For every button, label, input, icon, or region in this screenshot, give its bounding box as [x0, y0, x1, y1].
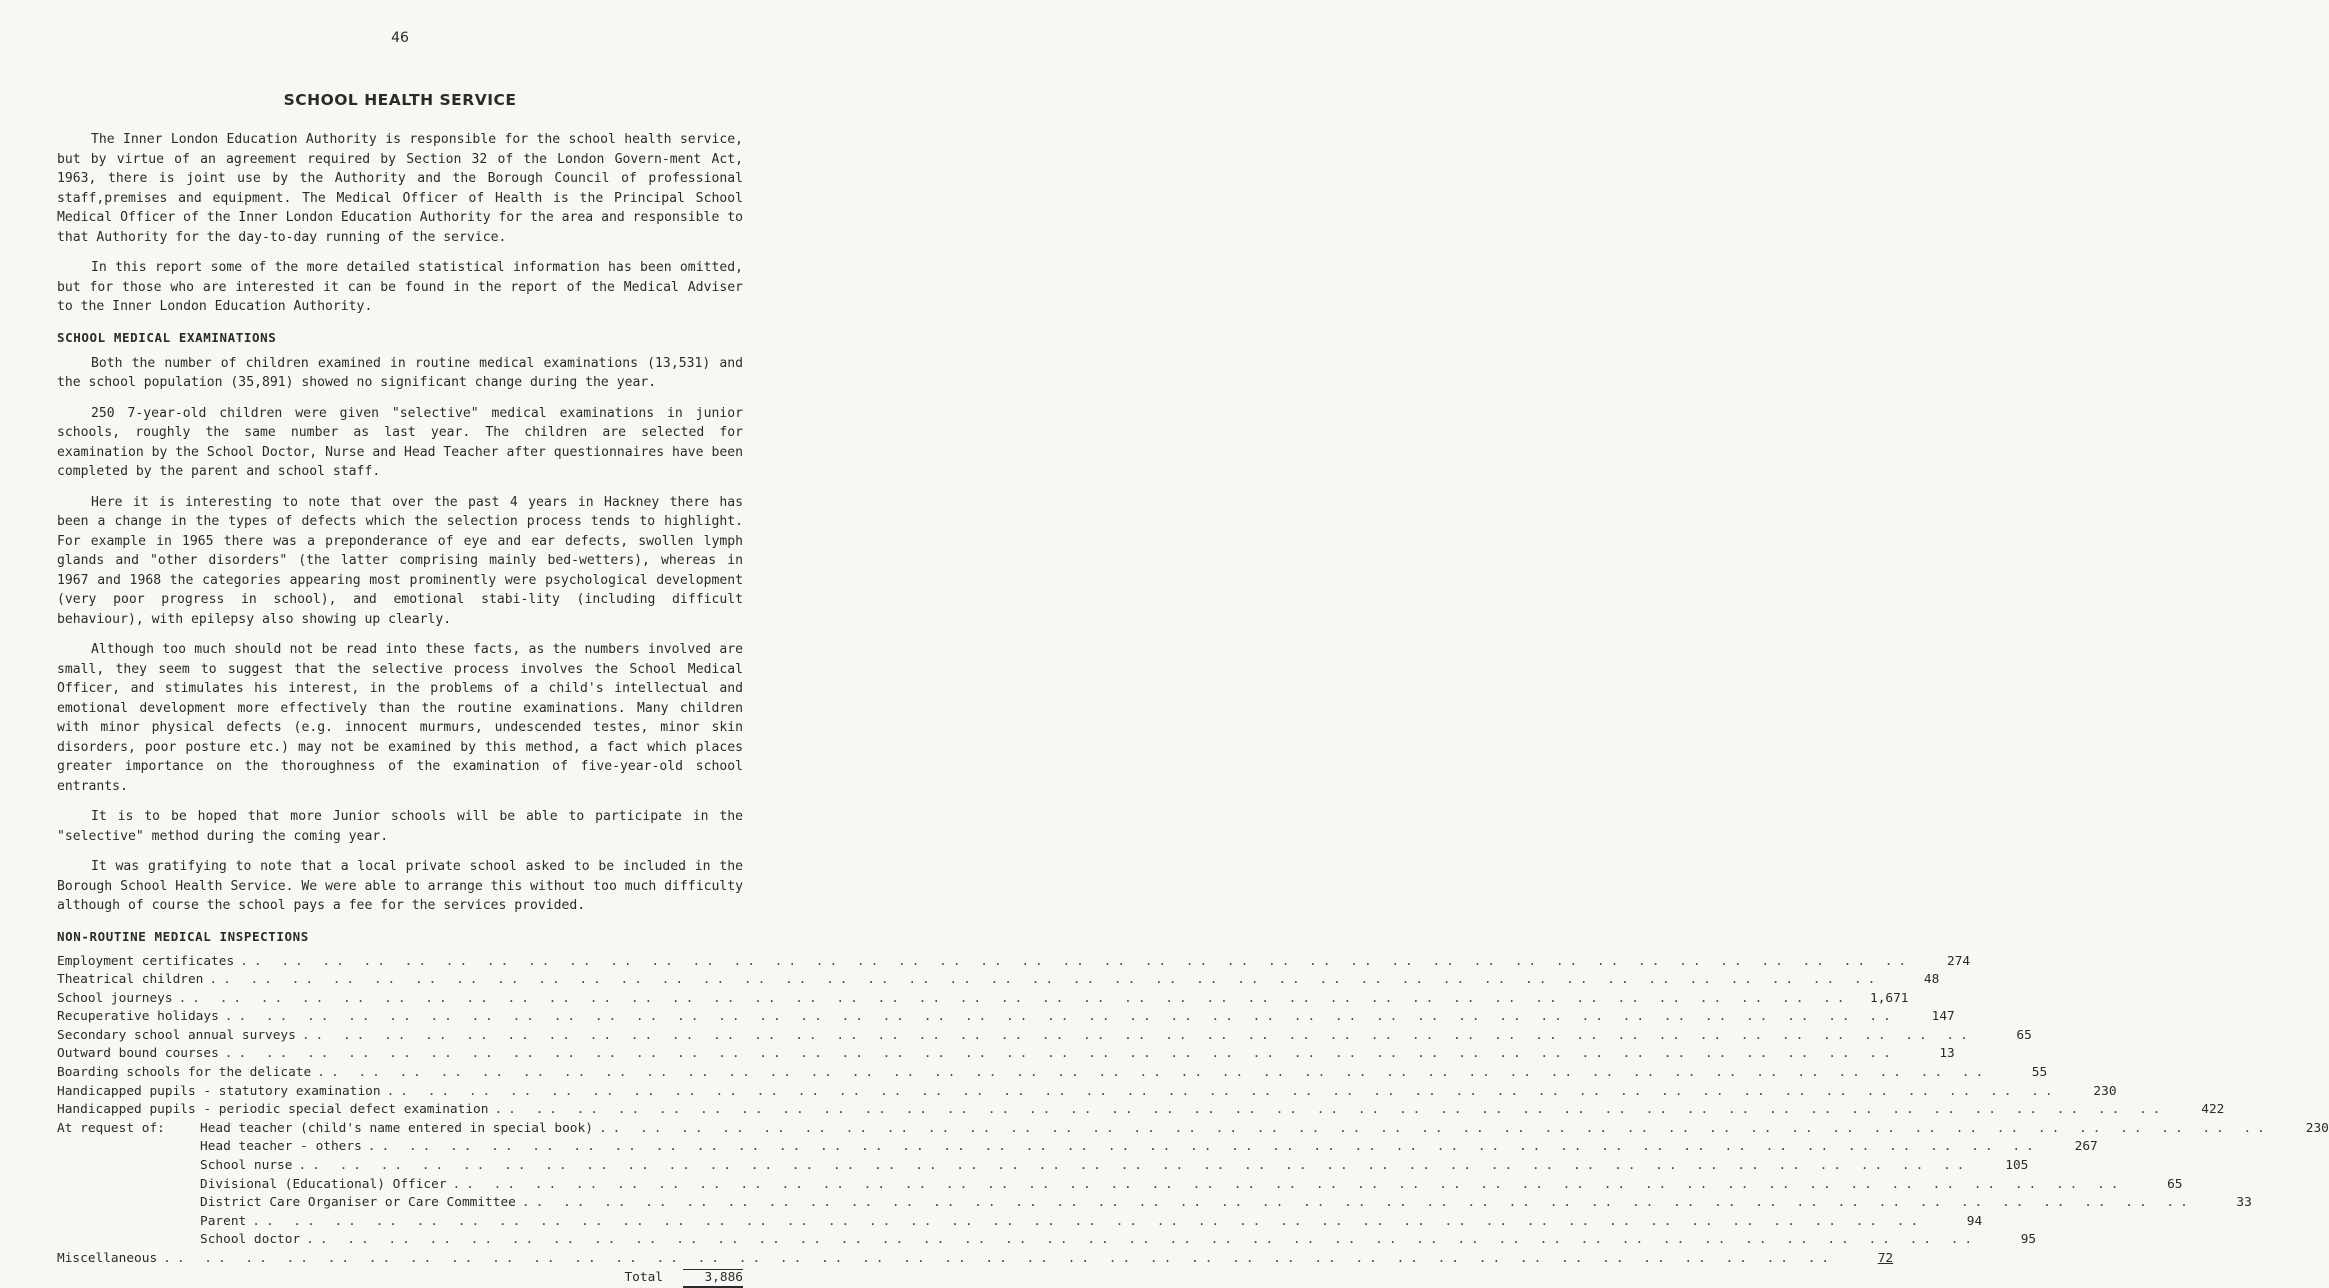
intro-paragraph-1: The Inner London Education Authority is responsible for the school health service, but by virtue of an agreement required by Section 32 of the London Govern-ment Act, 1963, there is joint use by the Authority and the Borough Council of professional staff,premises and equipment. The Medical Officer of Health is the Principal School Medical Officer of the Inner London Education Authority for the area and responsible to that Authority for the day-to-day running of the service. — [57, 132, 743, 245]
row-label: Recuperative holidays — [57, 1009, 219, 1025]
exam-paragraph-2: 250 7-year-old children were given "selective" medical examinations in junior schools, roughly the same number as last year. The children are selected for examination by the School Doctor, Nurse and Head Teacher after questionnaires have been completed by the parent and school staff. — [57, 405, 743, 479]
row-label: Outward bound courses — [57, 1046, 219, 1062]
dot-leader: .. .. .. .. .. .. .. .. .. .. .. .. .. .. .. .. .. .. .. .. .. .. .. .. .. .. .. .. .. .. .. .. .. .. .. .. .. .. .. .. .. — [521, 1195, 2194, 1211]
total-value: 3,886 — [683, 1269, 743, 1288]
table-row — [57, 1231, 2037, 1250]
row-value: 33 — [2236, 1195, 2252, 1211]
table-row — [57, 971, 1940, 990]
dot-leader: .. .. .. .. .. .. .. .. .. .. .. .. .. .. .. .. .. .. .. .. .. .. .. .. .. .. .. .. .. .. .. .. .. .. .. .. .. .. .. .. .. — [240, 953, 1913, 969]
table-row — [57, 1120, 2329, 1139]
table-row — [57, 1194, 2252, 1213]
exam-paragraph-4: Although too much should not be read into these facts, as the numbers involved are small, they seem to suggest that the selective process involves the School Medical Officer, and stimulates his interest, in the problems of a child's intellectual and emotional development more effectively than the routine examinations. Many children with minor physical defects (e.g. innocent murmurs, undescended testes, minor skin disorders, poor posture etc.) may not be examined by this method, a fact which places greater importance on the thoroughness of the examination of five-year-old school entrants. — [57, 642, 743, 794]
row-value: 72 — [1877, 1251, 1894, 1266]
exam-paragraph-6: It was gratifying to note that a local private school asked to be included in the Borough School Health Service. We were able to arrange this without too much difficulty although of course the school pays a fee for the services provided. — [57, 859, 743, 913]
row-value: 48 — [1923, 972, 1940, 988]
exam-paragraph-1: Both the number of children examined in routine medical examinations (13,531) and the school population (35,891) showed no significant change during the year. — [57, 355, 743, 390]
row-label: Head teacher - others — [200, 1139, 362, 1155]
dot-leader: .. .. .. .. .. .. .. .. .. .. .. .. .. .. .. .. .. .. .. .. .. .. .. .. .. .. .. .. .. .. .. .. .. .. .. .. .. .. .. .. .. — [298, 1158, 1971, 1174]
row-value: 94 — [1966, 1213, 1983, 1229]
row-label: Divisional (Educational) Officer — [200, 1176, 447, 1192]
dot-leader: .. .. .. .. .. .. .. .. .. .. .. .. .. .. .. .. .. .. .. .. .. .. .. .. .. .. .. .. .. .. .. .. .. .. .. .. .. .. .. .. .. — [301, 1027, 1974, 1043]
table-row — [57, 1101, 2225, 1120]
table-row — [57, 1176, 2183, 1195]
row-label: School journeys — [57, 990, 173, 1006]
row-value: 1,671 — [1869, 990, 1909, 1006]
dot-leader: .. .. .. .. .. .. .. .. .. .. .. .. .. .. .. .. .. .. .. .. .. .. .. .. .. .. .. .. .. .. .. .. .. .. .. .. .. .. .. .. .. — [367, 1139, 2040, 1155]
row-value: 147 — [1931, 1009, 1955, 1025]
dot-leader: .. .. .. .. .. .. .. .. .. .. .. .. .. .. .. .. .. .. .. .. .. .. .. .. .. .. .. .. .. .. .. .. .. .. .. .. .. .. .. .. .. — [209, 972, 1882, 988]
row-label: Handicapped pupils - periodic special defect examination — [57, 1102, 489, 1118]
dot-leader: .. .. .. .. .. .. .. .. .. .. .. .. .. .. .. .. .. .. .. .. .. .. .. .. .. .. .. .. .. .. .. .. .. .. .. .. .. .. .. .. .. — [178, 990, 1851, 1006]
intro-paragraph-2: In this report some of the more detailed statistical information has been omitted, but for those who are interested it can be found in the report of the Medical Adviser to the Inner London Education Authority. — [57, 260, 743, 314]
table-row — [57, 1250, 1894, 1269]
dot-leader: .. .. .. .. .. .. .. .. .. .. .. .. .. .. .. .. .. .. .. .. .. .. .. .. .. .. .. .. .. .. .. .. .. .. .. .. .. .. .. .. .. — [306, 1232, 1979, 1248]
row-value: 13 — [1939, 1046, 1955, 1062]
row-label: Employment certificates — [57, 953, 235, 969]
dot-leader: .. .. .. .. .. .. .. .. .. .. .. .. .. .. .. .. .. .. .. .. .. .. .. .. .. .. .. .. .. .. .. .. .. .. .. .. .. .. .. .. .. — [252, 1213, 1925, 1229]
page-title: SCHOOL HEALTH SERVICE — [283, 91, 517, 109]
row-label: Boarding schools for the delicate — [57, 1065, 312, 1081]
row-value: 230 — [2093, 1083, 2117, 1099]
row-prefix: At request of: — [57, 1120, 165, 1136]
total-row — [57, 1269, 743, 1288]
row-value: 55 — [2031, 1065, 2048, 1081]
table-row — [57, 953, 1971, 972]
row-label: Theatrical children — [57, 972, 204, 988]
page-number: 46 — [391, 30, 409, 46]
row-label: District Care Organiser or Care Committee — [200, 1195, 516, 1211]
section-heading-medical-examinations: SCHOOL MEDICAL EXAMINATIONS — [57, 329, 277, 345]
inspections-table — [57, 953, 2329, 1288]
exam-paragraph-5: It is to be hoped that more Junior schools will be able to participate in the "selective" method during the coming year. — [57, 809, 743, 844]
total-label: Total — [624, 1269, 663, 1285]
row-label: Parent — [200, 1213, 247, 1229]
dot-leader: .. .. .. .. .. .. .. .. .. .. .. .. .. .. .. .. .. .. .. .. .. .. .. .. .. .. .. .. .. .. .. .. .. .. .. .. .. .. .. .. .. — [386, 1083, 2059, 1099]
document-body — [57, 130, 2329, 1287]
row-value: 65 — [2167, 1176, 2183, 1192]
row-value: 105 — [2005, 1158, 2029, 1174]
dot-leader: .. .. .. .. .. .. .. .. .. .. .. .. .. .. .. .. .. .. .. .. .. .. .. .. .. .. .. .. .. .. .. .. .. .. .. .. .. .. .. .. .. — [452, 1176, 2125, 1192]
row-label: Secondary school annual surveys — [57, 1027, 296, 1043]
row-value: 65 — [2016, 1027, 2032, 1043]
table-row — [57, 1213, 1983, 1232]
table-row — [57, 1045, 1955, 1064]
dot-leader: .. .. .. .. .. .. .. .. .. .. .. .. .. .. .. .. .. .. .. .. .. .. .. .. .. .. .. .. .. .. .. .. .. .. .. .. .. .. .. .. .. — [224, 1009, 1897, 1025]
row-value: 274 — [1947, 953, 1971, 969]
row-value: 95 — [2020, 1232, 2037, 1248]
table-row — [57, 990, 1909, 1009]
dot-leader: .. .. .. .. .. .. .. .. .. .. .. .. .. .. .. .. .. .. .. .. .. .. .. .. .. .. .. .. .. .. .. .. .. .. .. .. .. .. .. .. .. — [224, 1046, 1897, 1062]
row-label: Head teacher (child's name entered in special book) — [200, 1120, 593, 1136]
dot-leader: .. .. .. .. .. .. .. .. .. .. .. .. .. .. .. .. .. .. .. .. .. .. .. .. .. .. .. .. .. .. .. .. .. .. .. .. .. .. .. .. .. — [317, 1065, 1990, 1081]
table-row — [57, 1138, 2098, 1157]
table-row — [57, 1008, 1955, 1027]
dot-leader: .. .. .. .. .. .. .. .. .. .. .. .. .. .. .. .. .. .. .. .. .. .. .. .. .. .. .. .. .. .. .. .. .. .. .. .. .. .. .. .. .. — [598, 1120, 2271, 1136]
row-label: Miscellaneous — [57, 1251, 158, 1266]
row-label: School nurse — [200, 1158, 293, 1174]
dot-leader: .. .. .. .. .. .. .. .. .. .. .. .. .. .. .. .. .. .. .. .. .. .. .. .. .. .. .. .. .. .. .. .. .. .. .. .. .. .. .. .. .. — [163, 1251, 1836, 1266]
row-label: Handicapped pupils - statutory examination — [57, 1083, 381, 1099]
row-value: 230 — [2305, 1120, 2329, 1136]
table-row — [57, 1064, 2048, 1083]
section-heading-non-routine: NON-ROUTINE MEDICAL INSPECTIONS — [57, 928, 309, 944]
row-value: 422 — [2201, 1102, 2225, 1118]
row-label: School doctor — [200, 1232, 301, 1248]
row-value: 267 — [2074, 1139, 2098, 1155]
exam-paragraph-3: Here it is interesting to note that over the past 4 years in Hackney there has been a change in the types of defects which the selection process tends to highlight. For example in 1965 there was a preponderance of eye and ear defects, swollen lymph glands and "other disorders" (the latter comprising mainly bed-wetters), whereas in 1967 and 1968 the categories appearing most prominently were psychological development (very poor progress in school), and emotional stabi-lity (including difficult behaviour), with epilepsy also showing up clearly. — [57, 494, 743, 627]
table-row — [57, 1157, 2029, 1176]
table-row — [57, 1083, 2117, 1102]
table-row — [57, 1027, 2032, 1046]
dot-leader: .. .. .. .. .. .. .. .. .. .. .. .. .. .. .. .. .. .. .. .. .. .. .. .. .. .. .. .. .. .. .. .. .. .. .. .. .. .. .. .. .. — [494, 1102, 2167, 1118]
